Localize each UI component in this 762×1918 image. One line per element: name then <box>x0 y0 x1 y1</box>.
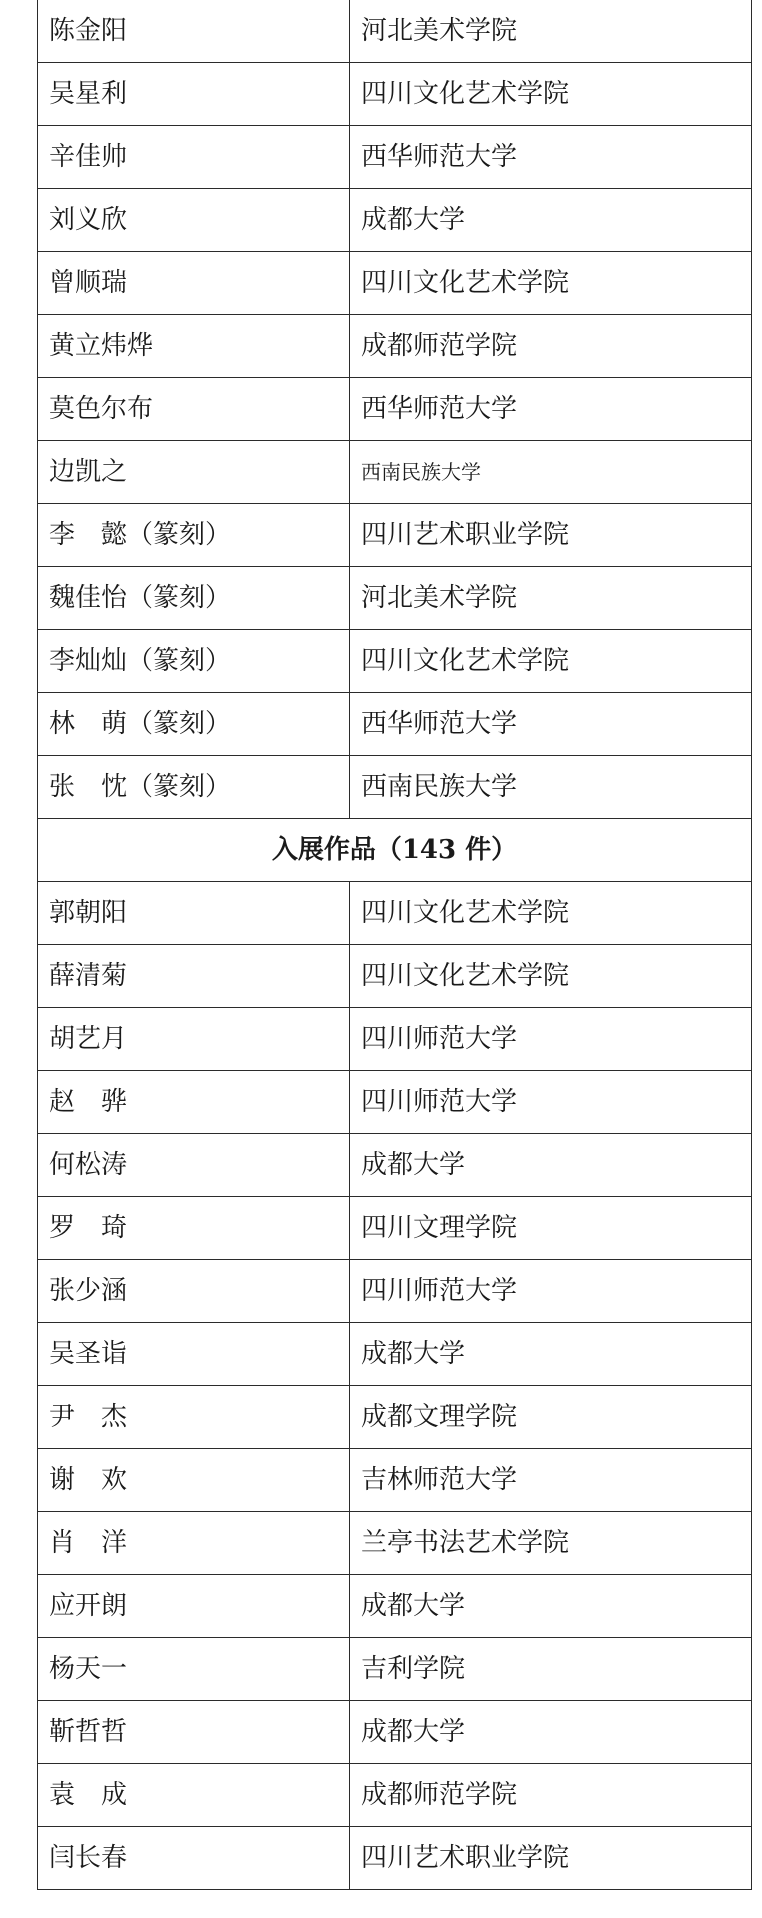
table-row <box>38 1701 752 1764</box>
name-cell: 尹 杰 <box>38 1386 350 1449</box>
school-cell: 四川师范大学 <box>350 1008 752 1071</box>
school-cell: 吉利学院 <box>350 1638 752 1701</box>
table-row <box>38 189 752 252</box>
name-cell: 肖 洋 <box>38 1512 350 1575</box>
school-cell: 成都大学 <box>350 1701 752 1764</box>
school-cell: 成都大学 <box>350 1134 752 1197</box>
table-row <box>38 315 752 378</box>
name-cell: 谢 欢 <box>38 1449 350 1512</box>
table-row <box>38 630 752 693</box>
name-cell: 魏佳怡（篆刻） <box>38 567 350 630</box>
school-cell: 四川艺术职业学院 <box>350 504 752 567</box>
table-row <box>38 252 752 315</box>
school-cell: 四川文理学院 <box>350 1197 752 1260</box>
name-cell: 袁 成 <box>38 1764 350 1827</box>
name-cell: 李 懿（篆刻） <box>38 504 350 567</box>
school-cell: 西南民族大学 <box>350 756 752 819</box>
section-title: 入展作品（143 件） <box>38 819 752 882</box>
school-cell: 成都大学 <box>350 1323 752 1386</box>
school-cell: 成都大学 <box>350 1575 752 1638</box>
school-cell: 四川文化艺术学院 <box>350 882 752 945</box>
table-row <box>38 1071 752 1134</box>
table-row <box>38 1008 752 1071</box>
name-cell: 李灿灿（篆刻） <box>38 630 350 693</box>
school-cell: 西华师范大学 <box>350 126 752 189</box>
exhibition-list-table <box>37 0 752 1890</box>
school-cell: 四川文化艺术学院 <box>350 63 752 126</box>
name-cell: 黄立炜烨 <box>38 315 350 378</box>
name-cell: 陈金阳 <box>38 0 350 63</box>
name-cell: 杨天一 <box>38 1638 350 1701</box>
table-row <box>38 1449 752 1512</box>
name-cell: 莫色尔布 <box>38 378 350 441</box>
school-cell: 四川艺术职业学院 <box>350 1827 752 1890</box>
name-cell: 张少涵 <box>38 1260 350 1323</box>
name-cell: 郭朝阳 <box>38 882 350 945</box>
table-row <box>38 1386 752 1449</box>
school-cell: 成都大学 <box>350 189 752 252</box>
name-cell: 曾顺瑞 <box>38 252 350 315</box>
table-row <box>38 504 752 567</box>
name-cell: 吴圣诣 <box>38 1323 350 1386</box>
school-cell: 四川文化艺术学院 <box>350 252 752 315</box>
name-cell: 靳哲哲 <box>38 1701 350 1764</box>
table-row <box>38 0 752 63</box>
name-cell: 何松涛 <box>38 1134 350 1197</box>
table-row <box>38 1134 752 1197</box>
table-row <box>38 567 752 630</box>
name-cell: 闫长春 <box>38 1827 350 1890</box>
school-cell: 成都师范学院 <box>350 1764 752 1827</box>
name-cell: 辛佳帅 <box>38 126 350 189</box>
school-cell: 兰亭书法艺术学院 <box>350 1512 752 1575</box>
table-row <box>38 945 752 1008</box>
name-cell: 刘义欣 <box>38 189 350 252</box>
table-body <box>38 0 752 1890</box>
table-row <box>38 1512 752 1575</box>
table-row <box>38 882 752 945</box>
table-row <box>38 1764 752 1827</box>
school-cell: 西华师范大学 <box>350 693 752 756</box>
table-row <box>38 378 752 441</box>
school-cell: 四川师范大学 <box>350 1260 752 1323</box>
name-cell: 边凯之 <box>38 441 350 504</box>
school-cell: 成都文理学院 <box>350 1386 752 1449</box>
table-row <box>38 693 752 756</box>
table-row <box>38 1575 752 1638</box>
table-row <box>38 1638 752 1701</box>
name-cell: 应开朗 <box>38 1575 350 1638</box>
name-cell: 赵 骅 <box>38 1071 350 1134</box>
name-cell: 薛清菊 <box>38 945 350 1008</box>
table-row <box>38 1323 752 1386</box>
school-cell: 成都师范学院 <box>350 315 752 378</box>
school-cell: 河北美术学院 <box>350 0 752 63</box>
name-cell: 林 萌（篆刻） <box>38 693 350 756</box>
school-cell: 吉林师范大学 <box>350 1449 752 1512</box>
name-cell: 吴星利 <box>38 63 350 126</box>
table-row <box>38 126 752 189</box>
name-cell: 张 忱（篆刻） <box>38 756 350 819</box>
name-cell: 胡艺月 <box>38 1008 350 1071</box>
table-row <box>38 1260 752 1323</box>
school-cell: 四川文化艺术学院 <box>350 945 752 1008</box>
school-cell: 四川师范大学 <box>350 1071 752 1134</box>
table-row <box>38 1827 752 1890</box>
school-cell: 西南民族大学 <box>350 441 752 504</box>
table-row <box>38 63 752 126</box>
name-cell: 罗 琦 <box>38 1197 350 1260</box>
school-cell: 西华师范大学 <box>350 378 752 441</box>
table-row <box>38 1197 752 1260</box>
table-row <box>38 441 752 504</box>
table-row <box>38 756 752 819</box>
school-cell: 四川文化艺术学院 <box>350 630 752 693</box>
section-header-row <box>38 819 752 882</box>
school-cell: 河北美术学院 <box>350 567 752 630</box>
